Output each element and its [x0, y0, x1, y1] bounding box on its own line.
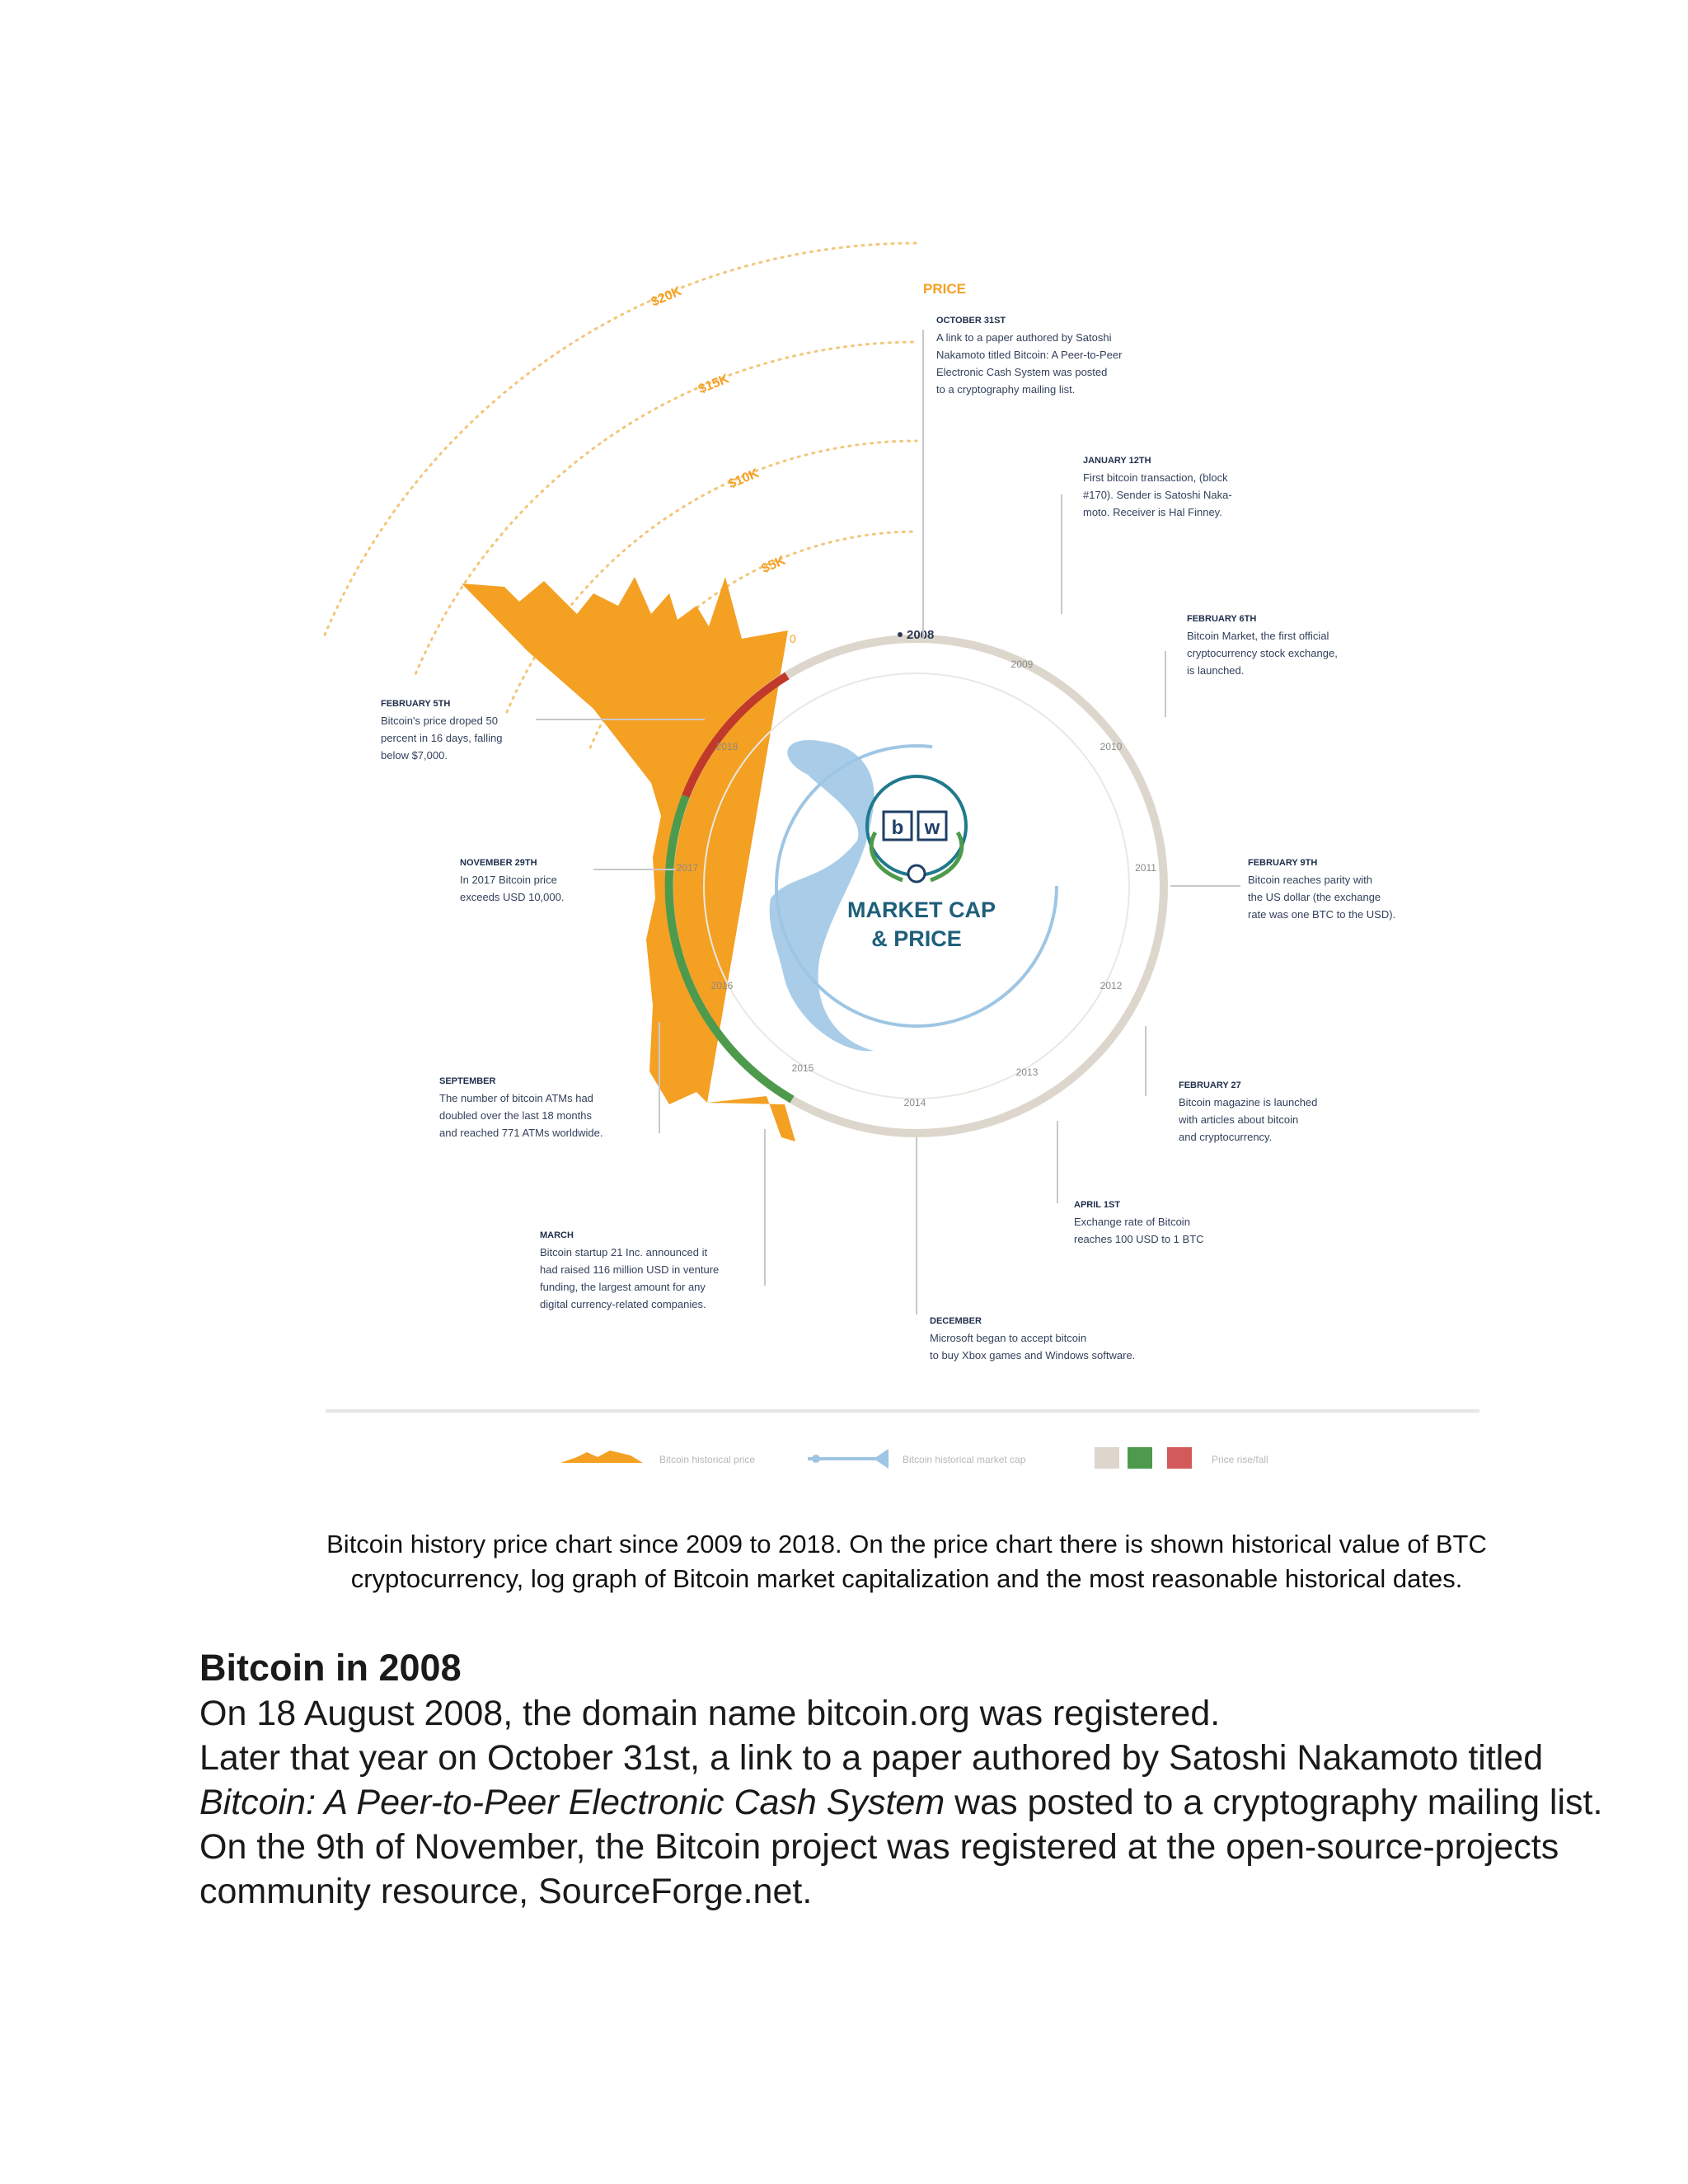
logo-letter-w: w: [924, 817, 940, 839]
annotation: [1178, 1080, 1317, 1143]
price-area: [462, 577, 788, 1104]
annotation: [439, 1076, 603, 1139]
annotation-line: The number of bitcoin ATMs had: [439, 1092, 593, 1104]
annotation: [1083, 456, 1232, 518]
annotation-line: Electronic Cash System was posted: [936, 366, 1108, 378]
annotation-line: doubled over the last 18 months: [439, 1109, 593, 1122]
annotation: [936, 316, 1123, 396]
annotation-line: A link to a paper authored by Satoshi: [936, 331, 1112, 344]
legend: [560, 1447, 1268, 1469]
year-label: 2014: [903, 1097, 926, 1108]
annotation-line: below $7,000.: [381, 749, 448, 762]
legend-market-cap-wedge: [874, 1449, 889, 1469]
annotation-line: Bitcoin Market, the first official: [1187, 630, 1329, 642]
annotation-line: to a cryptography mailing list.: [936, 383, 1076, 396]
center-title-line1: MARKET CAP: [847, 898, 996, 922]
price-area-tail: [707, 1096, 795, 1141]
annotation-line: funding, the largest amount for any: [540, 1281, 706, 1293]
annotation-title: SEPTEMBER: [439, 1076, 496, 1086]
annotation-line: Bitcoin reaches parity with: [1248, 874, 1373, 886]
annotation-line: digital currency-related companies.: [540, 1298, 706, 1310]
annotation-title: DECEMBER: [930, 1316, 982, 1326]
annotation-line: Bitcoin startup 21 Inc. announced it: [540, 1246, 708, 1258]
legend-green-swatch: [1128, 1447, 1152, 1469]
year-label: 2013: [1015, 1066, 1039, 1078]
paragraph-sourceforge: On the 9th of November, the Bitcoin project was registered at the open-source-projects community resource, SourceForge.net.: [199, 1827, 1559, 1911]
figure-caption: [247, 1527, 1566, 1596]
annotation-title: JANUARY 12TH: [1083, 456, 1151, 466]
year-label: 2016: [710, 980, 734, 991]
price-ring-label: $15K: [696, 372, 731, 397]
legend-price-swatch: [560, 1451, 643, 1463]
annotation-line: Bitcoin magazine is launched: [1179, 1096, 1318, 1108]
paragraph-whitepaper: [199, 1736, 1617, 1825]
annotation-line: In 2017 Bitcoin price: [460, 874, 557, 886]
whitepaper-title: Bitcoin: A Peer-to-Peer Electronic Cash System: [199, 1783, 945, 1822]
annotation-line: Microsoft began to accept bitcoin: [930, 1332, 1087, 1344]
annotation-title: FEBRUARY 5TH: [381, 699, 451, 709]
annotation: [1074, 1200, 1204, 1245]
annotation: [1248, 858, 1395, 921]
legend-price-label: Bitcoin historical price: [659, 1454, 756, 1465]
legend-rise-fall-label: Price rise/fall: [1212, 1454, 1268, 1465]
annotation-line: with articles about bitcoin: [1179, 1113, 1299, 1126]
price-axis-label: PRICE: [923, 281, 966, 297]
annotation-line: #170). Sender is Satoshi Naka-: [1083, 489, 1232, 501]
year-label: 2008: [907, 628, 935, 642]
price-ring: [325, 243, 917, 635]
annotation: [460, 858, 564, 903]
annotation-line: exceeds USD 10,000.: [460, 891, 565, 903]
logo-letter-b: b: [891, 817, 904, 839]
annotation-title: FEBRUARY 6TH: [1187, 614, 1257, 624]
legend-market-cap-label: Bitcoin historical market cap: [903, 1454, 1026, 1465]
year-label: 2010: [1100, 741, 1123, 752]
year-label: 2012: [1100, 980, 1123, 991]
annotation-title: MARCH: [540, 1230, 574, 1240]
year-label: 2018: [715, 741, 738, 752]
year-label: 2017: [676, 862, 699, 874]
annotation-title: NOVEMBER 29TH: [460, 858, 537, 868]
annotation: [381, 699, 502, 762]
paragraph-domain-registered: On 18 August 2008, the domain name bitcoin.org was registered.: [199, 1694, 1221, 1733]
legend-market-cap-dot: [812, 1455, 820, 1463]
paragraph-whitepaper-end: was posted to a cryptography mailing list.: [945, 1783, 1603, 1822]
legend-red-swatch: [1167, 1447, 1192, 1469]
annotation-line: is launched.: [1187, 664, 1245, 677]
annotation-line: percent in 16 days, falling: [381, 732, 503, 744]
price-ring-label: $5K: [759, 553, 788, 577]
year-label: 2011: [1135, 862, 1156, 874]
annotation-line: rate was one BTC to the USD).: [1248, 908, 1396, 921]
annotation-line: cryptocurrency stock exchange,: [1187, 647, 1338, 659]
price-ring-label: $20K: [649, 284, 684, 310]
year-label: 2015: [791, 1062, 814, 1074]
annotation: [540, 1230, 719, 1310]
annotation-title: APRIL 1ST: [1074, 1200, 1121, 1210]
annotation-line: had raised 116 million USD in venture: [540, 1263, 720, 1276]
annotation-line: Bitcoin's price droped 50: [381, 715, 498, 727]
paragraph-whitepaper-intro: Later that year on October 31st, a link to a paper authored by Satoshi Nakamoto titled: [199, 1738, 1544, 1778]
annotation: [1187, 614, 1338, 677]
price-zero-label: 0: [790, 632, 796, 645]
price-ring-label: $10K: [726, 466, 762, 492]
article-section: [199, 1645, 1617, 1914]
year-label: 2009: [1010, 658, 1034, 670]
caption-line-1: Bitcoin history price chart since 2009 to 2018. On the price chart there is shown historical value of BTC: [326, 1530, 1487, 1558]
year-2008-marker: [898, 632, 903, 637]
annotation-title: FEBRUARY 9TH: [1248, 858, 1318, 868]
annotation-line: First bitcoin transaction, (block: [1083, 471, 1228, 484]
logo-circle: [867, 776, 966, 875]
annotation-line: to buy Xbox games and Windows software.: [930, 1349, 1136, 1361]
annotation-line: and reached 771 ATMs worldwide.: [439, 1127, 603, 1139]
bitcoin-coin-icon: [908, 865, 925, 882]
annotation-line: Nakamoto titled Bitcoin: A Peer-to-Peer: [936, 349, 1123, 361]
section-heading: Bitcoin in 2008: [199, 1647, 462, 1689]
legend-gray-swatch: [1095, 1447, 1119, 1469]
annotation-line: and cryptocurrency.: [1179, 1131, 1273, 1143]
annotation-title: OCTOBER 31ST: [936, 316, 1006, 326]
market-cap-area: [770, 740, 874, 1051]
annotation-line: Exchange rate of Bitcoin: [1074, 1216, 1190, 1228]
annotation-line: reaches 100 USD to 1 BTC: [1074, 1233, 1204, 1245]
center-title-line2: & PRICE: [871, 926, 962, 951]
annotation-line: moto. Receiver is Hal Finney.: [1083, 506, 1222, 518]
annotation: [930, 1316, 1135, 1361]
annotation-line: the US dollar (the exchange: [1248, 891, 1381, 903]
caption-line-2: cryptocurrency, log graph of Bitcoin market capitalization and the most reasonable historical dates.: [350, 1564, 1463, 1593]
annotation-title: FEBRUARY 27: [1179, 1080, 1241, 1090]
